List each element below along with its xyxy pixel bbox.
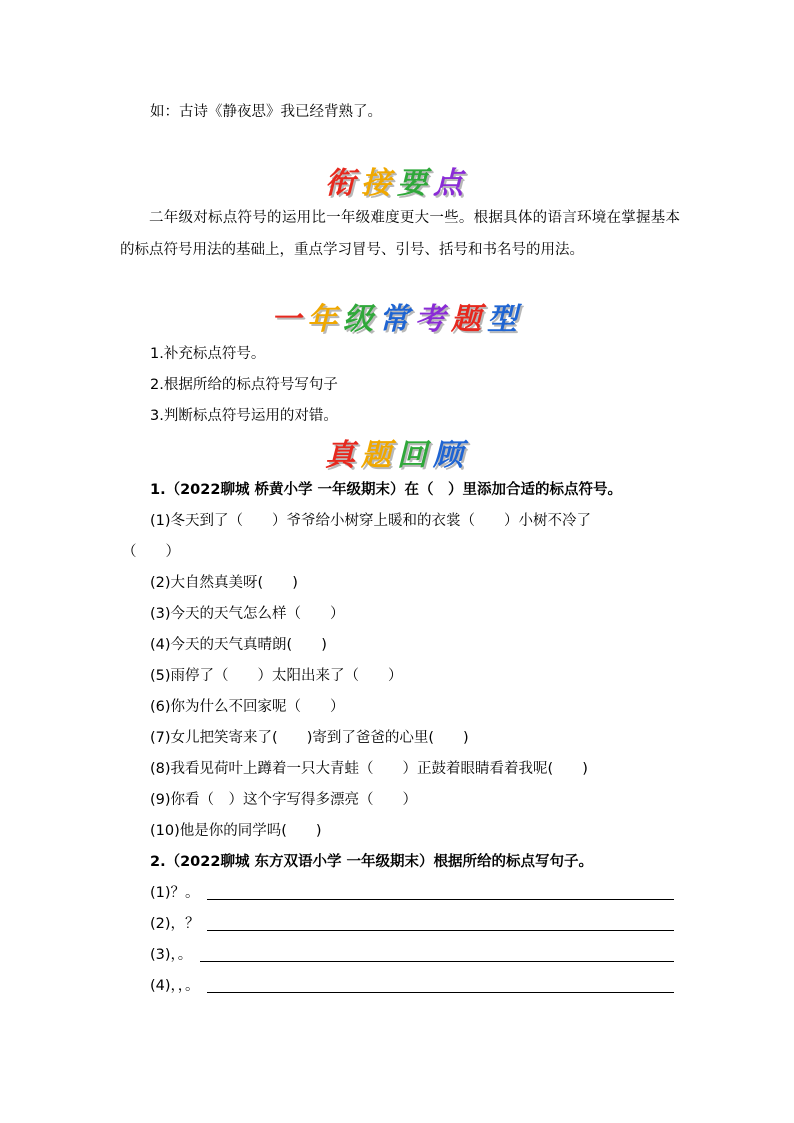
q1-item: (3)今天的天气怎么样（ ） [150, 606, 345, 622]
heading-char: 顾 [433, 438, 469, 473]
q1-item: (8)我看见荷叶上蹲着一只大青蛙（ ）正鼓着眼睛看着我呢( ) [150, 761, 588, 777]
heading-char: 回 [397, 438, 433, 473]
q1-item: (1)冬天到了（ ）爷爷给小树穿上暖和的衣裳（ ）小树不冷了 [150, 513, 592, 529]
q2-item: (2)，？ [150, 916, 200, 932]
heading-char: 题 [451, 302, 487, 337]
q1-item: (10)他是你的同学吗( ) [150, 823, 322, 839]
heading-char: 考 [415, 302, 451, 337]
example-sentence: 如：古诗《静夜思》我已经背熟了。 [150, 104, 382, 120]
q1-item: (2)大自然真美呀( ) [150, 575, 298, 591]
heading-char: 点 [433, 166, 469, 201]
heading-char: 接 [361, 166, 397, 201]
q2-item: (3)，。 [150, 947, 193, 963]
answer-line[interactable] [207, 899, 674, 900]
heading-past-exams [0, 430, 794, 474]
heading-char: 衔 [325, 166, 361, 201]
intro-paragraph: 二年级对标点符号的运用比一年级难度更大一些。根据具体的语言环境在掌握基本的标点符号用法的基础上，重点学习冒号、引号、括号和书名号的用法。 [120, 210, 680, 258]
heading-char: 年 [307, 302, 343, 337]
question-2-title: 2.（2022聊城 东方双语小学 一年级期末）根据所给的标点写句子。 [150, 854, 594, 870]
answer-line[interactable] [207, 992, 674, 993]
type-item: 1.补充标点符号。 [150, 346, 266, 362]
heading-char: 型 [487, 302, 523, 337]
heading-char: 常 [379, 302, 415, 337]
heading-char: 真 [325, 438, 361, 473]
answer-line[interactable] [207, 930, 674, 931]
heading-char: 级 [343, 302, 379, 337]
heading-char: 题 [361, 438, 397, 473]
q1-item: (6)你为什么不回家呢（ ） [150, 699, 345, 715]
q1-item: (9)你看（ ）这个字写得多漂亮（ ） [150, 792, 418, 808]
answer-line[interactable] [200, 961, 674, 962]
q2-item: (4)，，。 [150, 978, 200, 994]
type-item: 3.判断标点符号运用的对错。 [150, 408, 338, 424]
heading-common-types [0, 294, 794, 338]
question-1-title: 1.（2022聊城 桥黄小学 一年级期末）在（ ）里添加合适的标点符号。 [150, 482, 623, 498]
q1-item: (5)雨停了（ ）太阳出来了（ ） [150, 668, 403, 684]
q1-item-wrap: （ ） [122, 544, 180, 560]
q1-item: (4)今天的天气真晴朗( ) [150, 637, 327, 653]
heading-char: 要 [397, 166, 433, 201]
type-item: 2.根据所给的标点符号写句子 [150, 377, 338, 393]
heading-key-points [0, 158, 794, 202]
heading-char: 一 [271, 302, 307, 337]
q1-item: (7)女儿把笑寄来了( )寄到了爸爸的心里( ) [150, 730, 469, 746]
q2-item: (1)？。 [150, 885, 200, 901]
